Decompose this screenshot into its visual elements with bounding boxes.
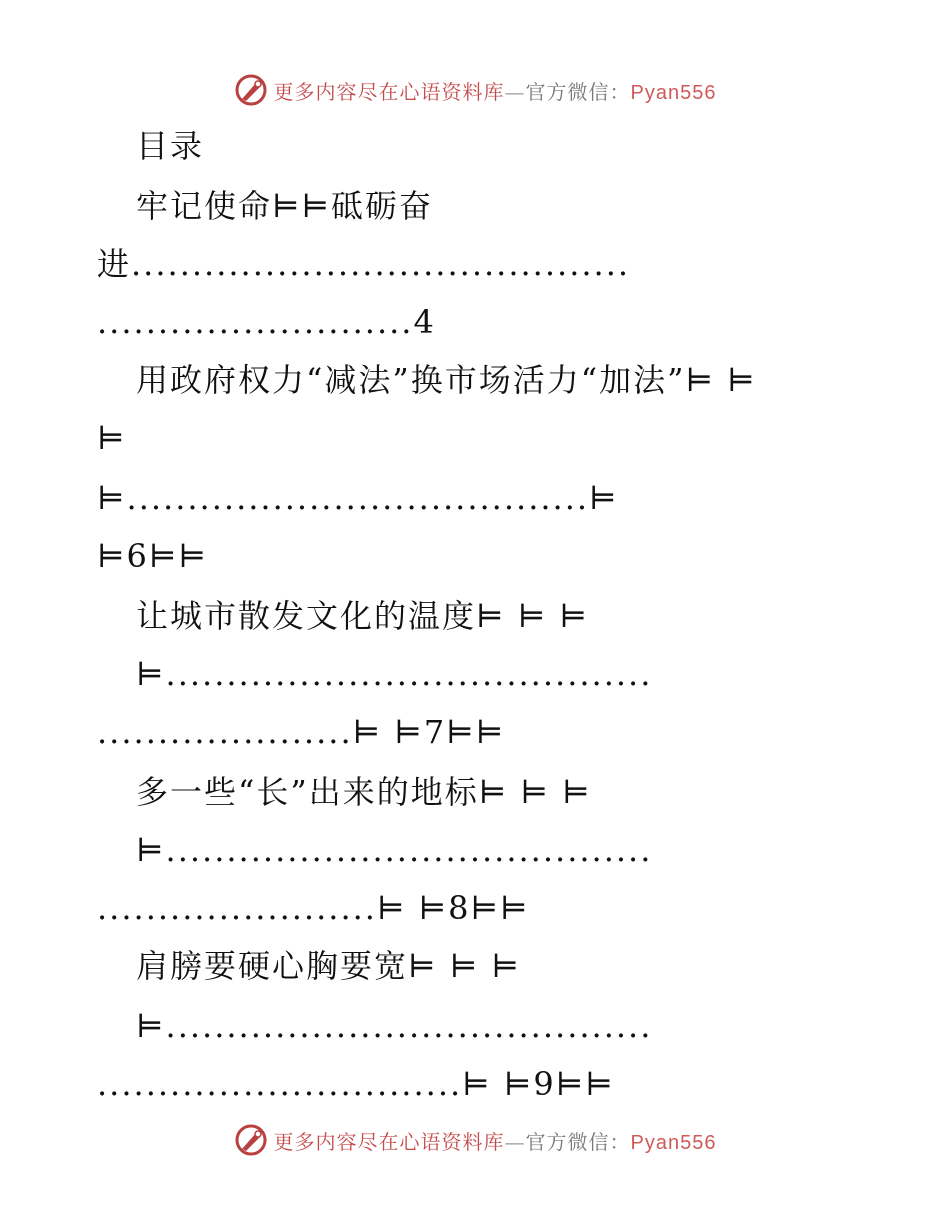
toc-entry-2-title[interactable]: 用政府权力“减法”换市场活力“加法”⊨ ⊨ (136, 361, 757, 399)
banner-dash: — (504, 79, 526, 104)
banner-library-text: 更多内容尽在心语资料库 (273, 79, 505, 104)
banner-text (274, 76, 717, 105)
toc-entry-1-title[interactable]: 牢记使命⊨⊨砥砺奋 (136, 187, 434, 225)
toc-entry-2-leader: ⊨......................................⊨ (97, 479, 619, 517)
banner-wechat-id: Pyan556 (630, 1131, 717, 1154)
toc-entry-5-title[interactable]: 肩膀要硬心胸要宽⊨ ⊨ ⊨ (136, 947, 521, 985)
banner-wechat-id: Pyan556 (630, 81, 717, 104)
toc-entry-1-leader: 进......................................... (97, 245, 631, 283)
toc-entry-5-page: ..............................⊨ ⊨9⊨⊨ (97, 1065, 615, 1103)
toc-entry-1-page: ..........................4 (97, 303, 436, 341)
toc-entry-4-leader: ⊨........................................ (136, 831, 653, 869)
pen-logo-icon (234, 73, 268, 107)
banner-dash: — (504, 1129, 526, 1154)
banner-wechat-label: 官方微信： (525, 79, 631, 104)
toc-entry-4-title[interactable]: 多一些“长”出来的地标⊨ ⊨ ⊨ (136, 773, 592, 811)
toc-title: 目录 (136, 127, 205, 165)
toc-entry-2-mark: ⊨ (97, 419, 127, 457)
toc-entry-4-page: .......................⊨ ⊨8⊨⊨ (97, 889, 530, 927)
toc-entry-3-page: .....................⊨ ⊨7⊨⊨ (97, 713, 506, 751)
banner-wechat-label: 官方微信： (525, 1129, 631, 1154)
footer-watermark-banner (0, 1120, 950, 1160)
banner-library-text: 更多内容尽在心语资料库 (273, 1129, 505, 1154)
toc-entry-5-leader: ⊨........................................ (136, 1007, 653, 1045)
toc-entry-3-title[interactable]: 让城市散发文化的温度⊨ ⊨ ⊨ (136, 597, 589, 635)
pen-logo-icon (234, 1123, 268, 1157)
header-watermark-banner (0, 70, 950, 110)
toc-entry-2-page: ⊨6⊨⊨ (97, 537, 208, 575)
toc-entry-3-leader: ⊨........................................ (136, 655, 653, 693)
banner-text (274, 1126, 717, 1155)
